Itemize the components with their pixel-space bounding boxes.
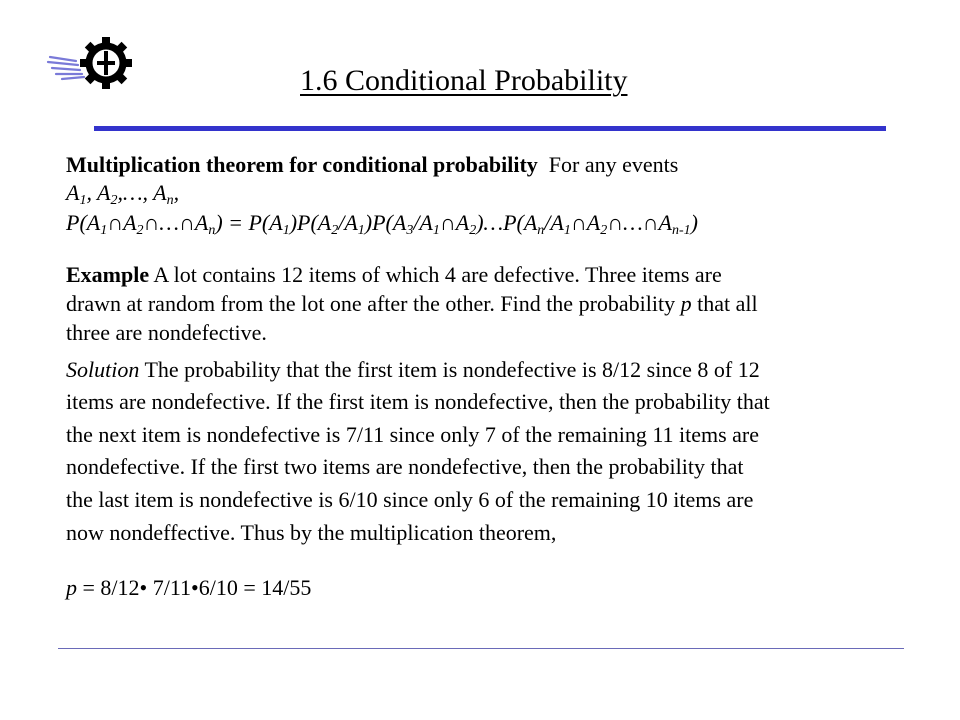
solution-line-6: now nondeffective. Thus by the multiplication theorem,: [66, 520, 557, 545]
example-label: Example: [66, 262, 150, 287]
solution-line-5: the last item is nondefective is 6/10 since only 6 of the remaining 10 items are: [66, 487, 754, 512]
multiplication-formula: $P(A_1\cap A_2\cap\dots\cap A_n)$ = $P(A_1)P(A_2/A_1)P(A_3/A_1\cap A_2)\dots P(A_n/A_1\cap A_2\cap\dots\cap A_{n-1})$: [66, 210, 698, 238]
example-line-1: [66, 262, 722, 288]
events-line: $A_1$, $A_2,\dots$, $A_n$,: [66, 180, 180, 208]
theorem-intro: For any events: [548, 152, 679, 177]
solution-line-2: items are nondefective. If the first item is nondefective, then the probability that: [66, 389, 770, 414]
result-variable: p: [66, 575, 77, 600]
example-text: A lot contains 12 items of which 4 are defective. Three items are: [153, 262, 722, 287]
solution-text: The probability that the first item is nondefective is 8/12 since 8 of 12: [144, 357, 760, 382]
example-text: drawn at random from the lot one after the other. Find the probability: [66, 291, 676, 316]
bottom-rule: [58, 648, 904, 649]
slide-title: 1.6 Conditional Probability: [300, 64, 628, 97]
solution-line-1: [66, 357, 760, 383]
result-line: [66, 575, 311, 601]
theorem-heading: Multiplication theorem for conditional probability: [66, 152, 538, 177]
probability-variable: p: [680, 291, 692, 316]
example-text: that all: [697, 291, 758, 316]
theorem-line: [66, 152, 678, 178]
title-rule: [94, 126, 886, 131]
solution-line-4: nondefective. If the first two items are nondefective, then the probability that: [66, 454, 744, 479]
gear-logo-icon: [44, 32, 144, 94]
solution-label: Solution: [66, 357, 140, 382]
result-expression: = 8/12• 7/11•6/10 = 14/55: [82, 575, 312, 600]
example-line-3: three are nondefective.: [66, 320, 267, 345]
example-line-2: [66, 291, 758, 317]
solution-line-3: the next item is nondefective is 7/11 since only 7 of the remaining 11 items are: [66, 422, 760, 447]
